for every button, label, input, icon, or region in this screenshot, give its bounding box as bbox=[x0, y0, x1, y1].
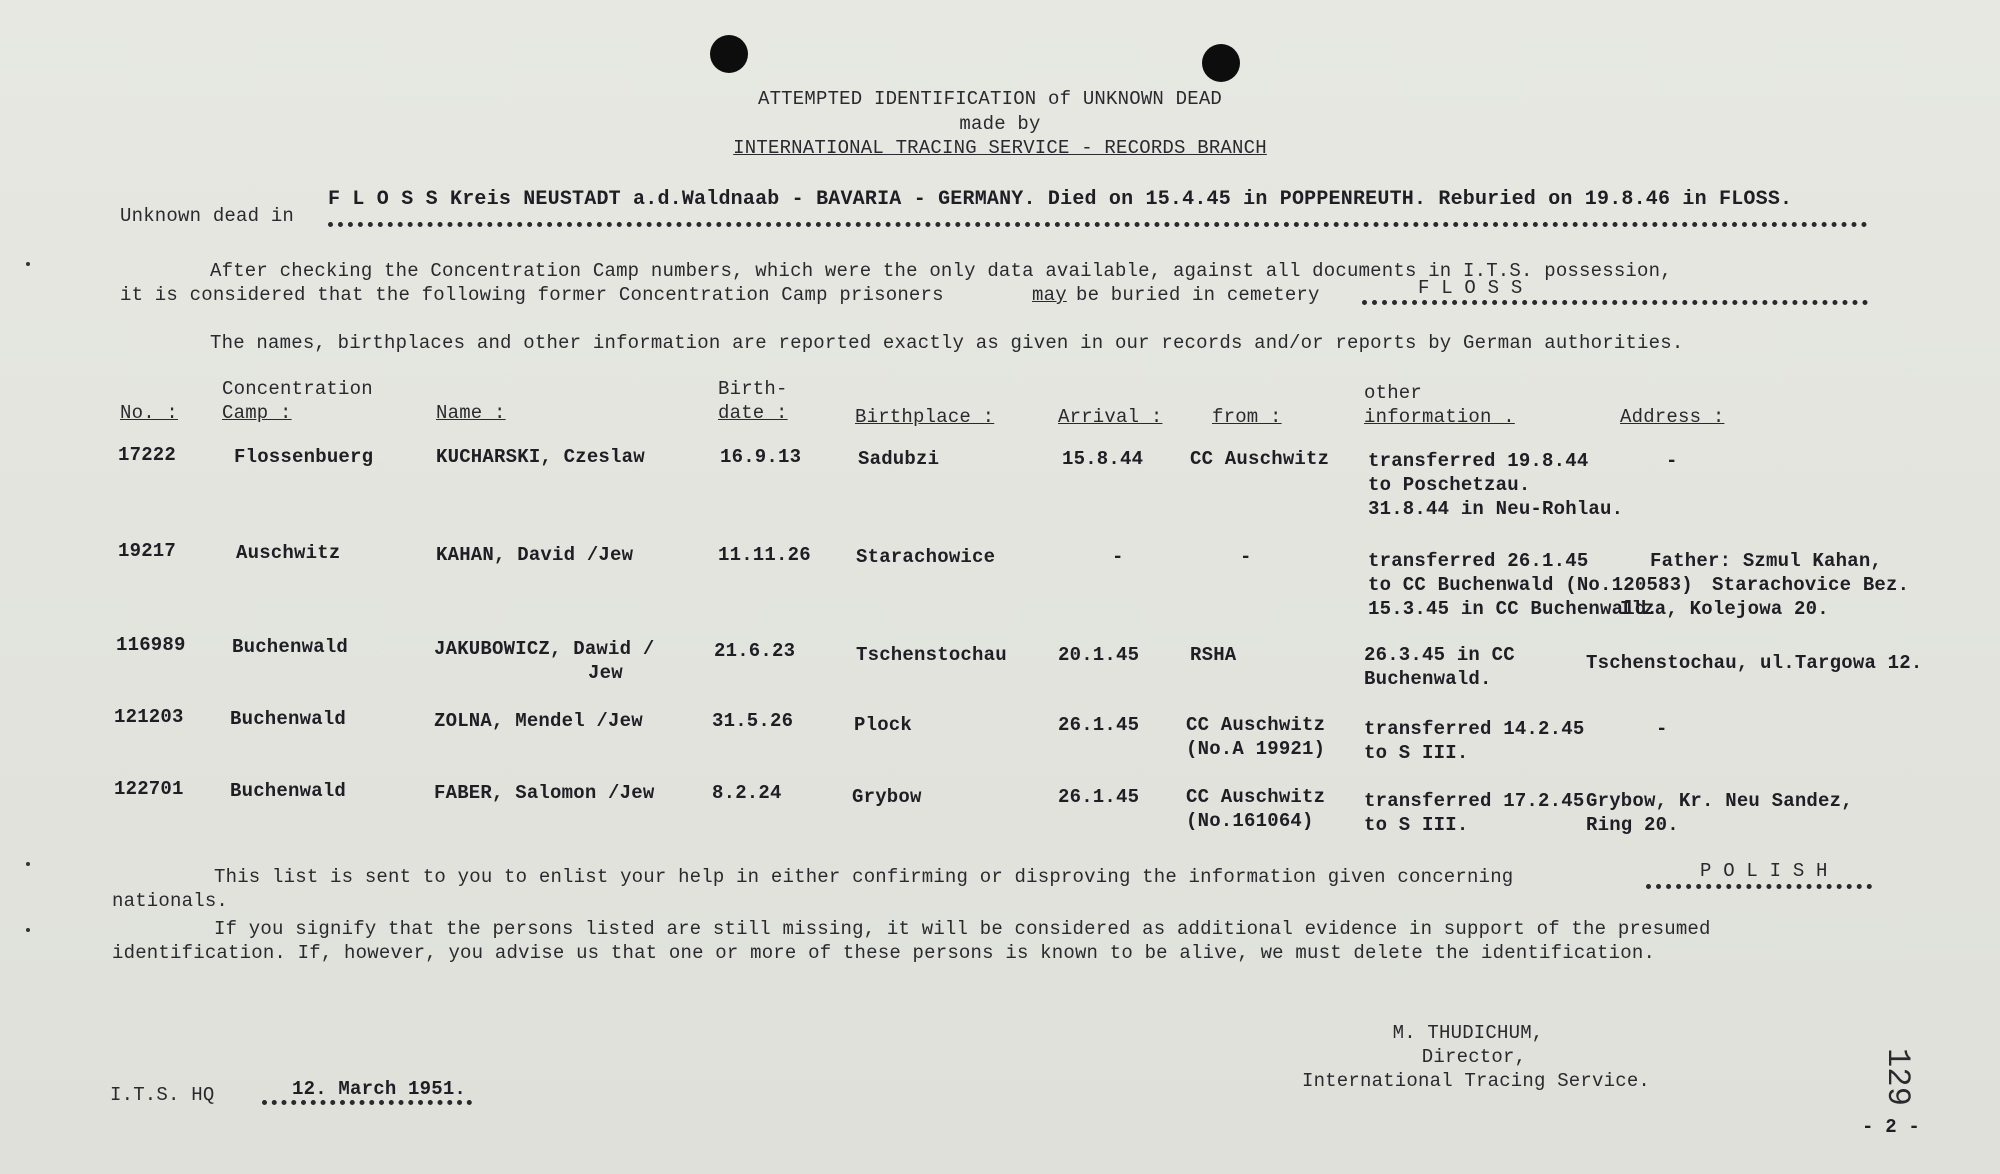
cell-address: - bbox=[1656, 718, 1668, 740]
cell-arrival: 15.8.44 bbox=[1062, 448, 1144, 470]
paragraph-1-line-2: it is considered that the following former Concentration Camp prisoners bbox=[120, 284, 944, 306]
cell-other-3: 15.3.45 in CC Buchenwald. bbox=[1368, 598, 1659, 620]
cell-camp: Buchenwald bbox=[230, 780, 347, 802]
cell-other-2: to CC Buchenwald (No.120583) bbox=[1368, 574, 1693, 596]
closing-para-2-line-2: identification. If, however, you advise us that one or more of these persons is known to be alive, we must delete the identification. bbox=[112, 942, 1656, 964]
cell-other-1: transferred 26.1.45 bbox=[1368, 550, 1589, 572]
cell-from-1: CC Auschwitz bbox=[1186, 786, 1326, 808]
cell-no: 116989 bbox=[116, 634, 186, 656]
cell-arrival: 26.1.45 bbox=[1058, 714, 1140, 736]
title-line-3: INTERNATIONAL TRACING SERVICE - RECORDS BRANCH bbox=[733, 137, 1267, 159]
cell-no: 121203 bbox=[114, 706, 184, 728]
dotted-leader-nationality bbox=[1646, 884, 1872, 889]
dotted-leader bbox=[328, 222, 1868, 227]
cell-other-1: transferred 17.2.45 bbox=[1364, 790, 1585, 812]
cemetery-name: F L O S S bbox=[1418, 277, 1523, 299]
cell-from-1: CC Auschwitz bbox=[1186, 714, 1326, 736]
cell-address-1: Father: Szmul Kahan, bbox=[1650, 550, 1883, 572]
unknown-dead-details: F L O S S Kreis NEUSTADT a.d.Waldnaab - BAVARIA - GERMANY. Died on 15.4.45 in POPPENREUTH. Reburied on 19.8.46 in FLOSS. bbox=[328, 188, 1793, 211]
title-line-1: ATTEMPTED IDENTIFICATION of UNKNOWN DEAD bbox=[757, 88, 1223, 110]
cell-no: 17222 bbox=[118, 444, 177, 466]
cell-other-2: to S III. bbox=[1364, 742, 1469, 764]
col-header-other-1: other bbox=[1364, 382, 1423, 404]
cell-name-2: Jew bbox=[588, 662, 623, 684]
document-date: 12. March 1951. bbox=[292, 1078, 467, 1100]
cell-address: Tschenstochau, ul.Targowa 12. bbox=[1586, 652, 1923, 674]
cell-birthdate: 8.2.24 bbox=[712, 782, 782, 804]
cell-birthdate: 11.11.26 bbox=[718, 544, 811, 566]
cell-from: RSHA bbox=[1190, 644, 1237, 666]
cell-from-2: (No.A 19921) bbox=[1186, 738, 1326, 760]
cell-birthdate: 16.9.13 bbox=[720, 446, 802, 468]
unknown-dead-label: Unknown dead in bbox=[120, 205, 295, 227]
cell-birthplace: Grybow bbox=[852, 786, 922, 808]
cell-camp: Flossenbuerg bbox=[234, 446, 374, 468]
closing-para-1-line-1: This list is sent to you to enlist your help in either confirming or disproving the information given concerning bbox=[214, 866, 1514, 888]
col-header-camp-2: Camp : bbox=[222, 402, 292, 424]
cell-name: JAKUBOWICZ, Dawid / bbox=[434, 638, 655, 660]
cell-name: KAHAN, David /Jew bbox=[436, 544, 634, 566]
cell-address-1: Grybow, Kr. Neu Sandez, bbox=[1586, 790, 1853, 812]
col-header-from: from : bbox=[1212, 406, 1282, 428]
col-header-other-2: information . bbox=[1364, 406, 1515, 428]
page-number: - 2 - bbox=[1862, 1116, 1921, 1138]
cell-address: - bbox=[1666, 450, 1678, 472]
col-header-no: No. : bbox=[120, 402, 179, 424]
margin-mark bbox=[26, 262, 30, 266]
margin-mark bbox=[26, 862, 30, 866]
signatory-org: International Tracing Service. bbox=[1301, 1070, 1651, 1092]
cell-camp: Buchenwald bbox=[232, 636, 349, 658]
col-header-birthplace: Birthplace : bbox=[855, 406, 995, 428]
cell-other-1: transferred 14.2.45 bbox=[1364, 718, 1585, 740]
cell-no: 122701 bbox=[114, 778, 184, 800]
cell-birthplace: Sadubzi bbox=[858, 448, 940, 470]
cell-birthplace: Tschenstochau bbox=[856, 644, 1007, 666]
cell-other-2: to S III. bbox=[1364, 814, 1469, 836]
cell-other-3: 31.8.44 in Neu-Rohlau. bbox=[1368, 498, 1624, 520]
cell-camp: Auschwitz bbox=[236, 542, 341, 564]
signatory-name: M. THUDICHUM, bbox=[1392, 1022, 1544, 1044]
col-header-name: Name : bbox=[436, 402, 506, 424]
col-header-arrival: Arrival : bbox=[1058, 406, 1163, 428]
cell-camp: Buchenwald bbox=[230, 708, 347, 730]
cell-arrival: - bbox=[1112, 546, 1124, 568]
col-header-birthdate-1: Birth- bbox=[718, 378, 788, 400]
cell-name: ZOLNA, Mendel /Jew bbox=[434, 710, 643, 732]
col-header-birthdate-2: date : bbox=[718, 402, 788, 424]
cell-from: - bbox=[1240, 546, 1252, 568]
cell-other-2: to Poschetzau. bbox=[1368, 474, 1531, 496]
title-line-2: made by bbox=[959, 113, 1041, 135]
cell-birthdate: 31.5.26 bbox=[712, 710, 794, 732]
signatory-title: Director, bbox=[1421, 1046, 1527, 1068]
cell-arrival: 20.1.45 bbox=[1058, 644, 1140, 666]
closing-para-2-line-1: If you signify that the persons listed are still missing, it will be considered as additional evidence in support of the presumed bbox=[214, 918, 1711, 940]
col-header-camp-1: Concentration bbox=[222, 378, 373, 400]
cell-name: FABER, Salomon /Jew bbox=[434, 782, 655, 804]
cell-other-1: transferred 19.8.44 bbox=[1368, 450, 1589, 472]
dotted-leader-date bbox=[262, 1100, 472, 1105]
cell-birthplace: Plock bbox=[854, 714, 913, 736]
folio-number: 129 bbox=[1879, 1048, 1916, 1107]
cell-name: KUCHARSKI, Czeslaw bbox=[436, 446, 645, 468]
cell-birthdate: 21.6.23 bbox=[714, 640, 796, 662]
col-header-address: Address : bbox=[1620, 406, 1725, 428]
margin-mark bbox=[26, 928, 30, 932]
paragraph-2: The names, birthplaces and other information are reported exactly as given in our records and/or reports by German authorities. bbox=[210, 332, 1684, 354]
punch-hole-left bbox=[710, 35, 748, 73]
punch-hole-right bbox=[1202, 44, 1240, 82]
place-label: I.T.S. HQ bbox=[110, 1084, 215, 1106]
nationality: P O L I S H bbox=[1700, 860, 1828, 882]
cell-birthplace: Starachowice bbox=[856, 546, 996, 568]
may-word: may bbox=[1032, 284, 1067, 306]
cell-other-2: Buchenwald. bbox=[1364, 668, 1492, 690]
cell-address-2: Ring 20. bbox=[1586, 814, 1679, 836]
closing-para-1-line-2: nationals. bbox=[112, 890, 229, 912]
paragraph-1-line-2-end: be buried in cemetery bbox=[1076, 284, 1320, 306]
cell-from-2: (No.161064) bbox=[1186, 810, 1314, 832]
cell-arrival: 26.1.45 bbox=[1058, 786, 1140, 808]
cell-from: CC Auschwitz bbox=[1190, 448, 1330, 470]
paragraph-1-line-1: After checking the Concentration Camp numbers, which were the only data available, against all documents in I.T.S. possession, bbox=[210, 260, 1672, 282]
cell-no: 19217 bbox=[118, 540, 177, 562]
dotted-leader-cemetery bbox=[1362, 300, 1868, 305]
cell-address-3: Ilza, Kolejowa 20. bbox=[1620, 598, 1829, 620]
cell-other-1: 26.3.45 in CC bbox=[1364, 644, 1515, 666]
cell-address-2: Starachovice Bez. bbox=[1712, 574, 1910, 596]
